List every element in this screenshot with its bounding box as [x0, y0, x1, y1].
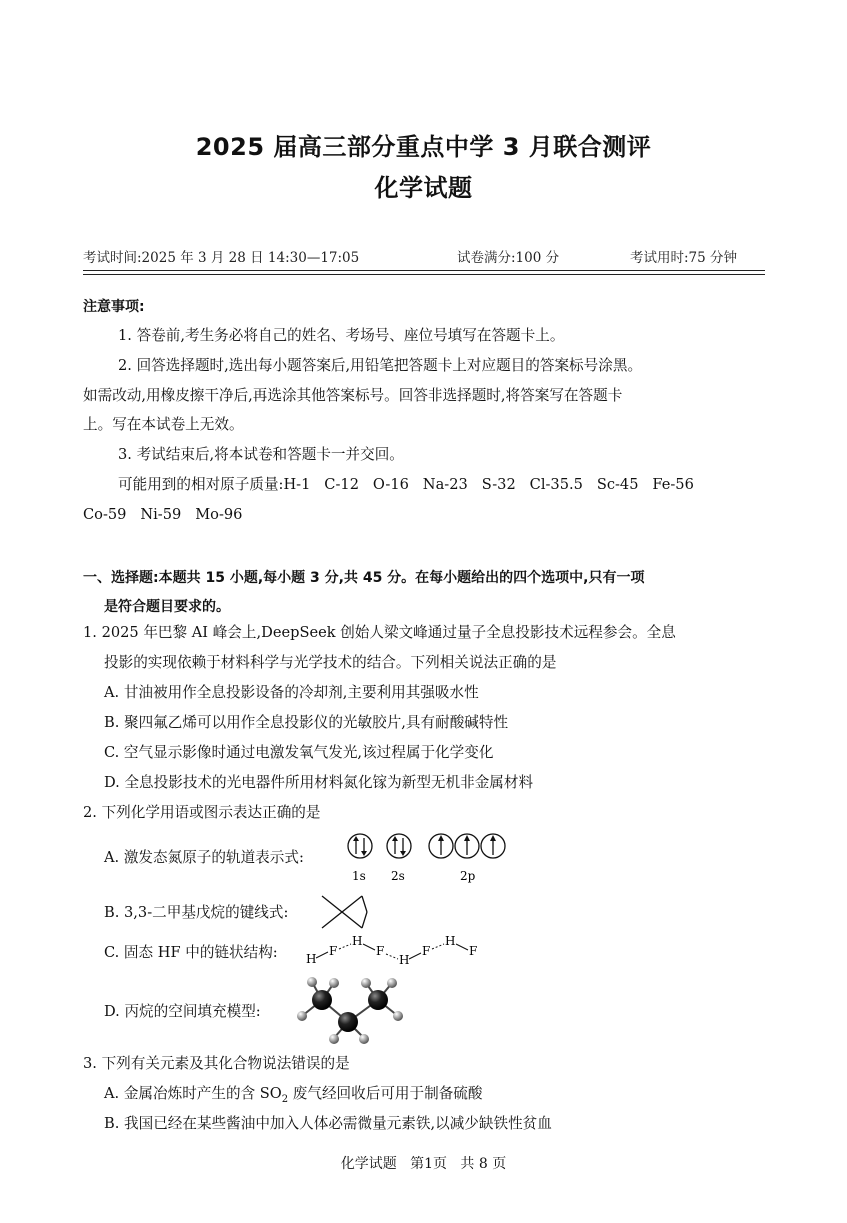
- q1-option-c: C. 空气显示影像时通过电激发氧气发光,该过程属于化学变化: [104, 744, 494, 761]
- exam-time: 考试时间:2025 年 3 月 28 日 14:30—17:05: [83, 250, 360, 266]
- atomic-masses-line1: 可能用到的相对原子质量:H-1 C-12 O-16 Na-23 S-32 Cl-35.5 Sc-45 Fe-56: [118, 476, 694, 493]
- section1-heading-line1: 一、选择题:本题共 15 小题,每小题 3 分,共 45 分。在每小题给出的四个选项中,只有一项: [83, 570, 645, 586]
- q2-option-c: C. 固态 HF 中的链状结构:: [104, 944, 278, 961]
- hf-atom: H: [352, 934, 363, 948]
- notes-heading: 注意事项:: [83, 299, 145, 315]
- hf-atom: H: [445, 934, 456, 948]
- exam-subtitle: 化学试题: [374, 174, 473, 202]
- q1-option-a: A. 甘油被用作全息投影设备的冷却剂,主要利用其强吸水性: [104, 684, 479, 701]
- skeletal-formula: [318, 892, 370, 932]
- q1-stem-line1: 1. 2025 年巴黎 AI 峰会上,DeepSeek 创始人梁文峰通过量子全息投影技术远程参会。全息: [83, 624, 676, 641]
- orbital-2p: [429, 834, 505, 858]
- hf-atom: F: [469, 944, 478, 958]
- header-divider-top: [83, 270, 765, 271]
- q3-option-b: B. 我国已经在某些酱油中加入人体必需微量元素铁,以减少缺铁性贫血: [104, 1115, 552, 1132]
- note-2-line3: 上。写在本试卷上无效。: [83, 416, 244, 433]
- q2-option-d: D. 丙烷的空间填充模型:: [104, 1003, 261, 1020]
- q3-stem: 3. 下列有关元素及其化合物说法错误的是: [83, 1055, 350, 1072]
- orbital-label-2s: 2s: [391, 869, 405, 883]
- q3-option-a: A. 金属冶炼时产生的含 $SO_2$ 废气经回收后可用于制备硫酸: [104, 1085, 483, 1105]
- hf-atom: F: [422, 944, 431, 958]
- duration: 考试用时:75 分钟: [630, 250, 738, 266]
- q2-stem: 2. 下列化学用语或图示表达正确的是: [83, 804, 321, 821]
- orbital-label-2p: 2p: [460, 869, 476, 883]
- hf-atom: F: [329, 944, 338, 958]
- orbital-2s: [387, 834, 411, 858]
- full-score: 试卷满分:100 分: [457, 250, 560, 266]
- note-2-line2: 如需改动,用橡皮擦干净后,再选涂其他答案标号。回答非选择题时,将答案写在答题卡: [83, 387, 623, 404]
- note-2-line1: 2. 回答选择题时,选出每小题答案后,用铅笔把答题卡上对应题目的答案标号涂黑。: [118, 357, 643, 374]
- exam-title: 2025 届高三部分重点中学 3 月联合测评: [195, 133, 652, 161]
- section1-heading-line2: 是符合题目要求的。: [104, 599, 230, 615]
- page-footer: 化学试题 第1页 共 8 页: [340, 1156, 507, 1172]
- q2-option-a: A. 激发态氮原子的轨道表示式:: [104, 849, 304, 866]
- hf-chain-structure: [302, 930, 488, 970]
- q1-option-b: B. 聚四氟乙烯可以用作全息投影仪的光敏胶片,具有耐酸碱特性: [104, 714, 509, 731]
- hf-atom: H: [306, 952, 317, 966]
- atomic-masses-line2: Co-59 Ni-59 Mo-96: [83, 506, 243, 523]
- q1-option-d: D. 全息投影技术的光电器件所用材料氮化镓为新型无机非金属材料: [104, 774, 534, 791]
- header-divider-bottom: [83, 274, 765, 275]
- note-3: 3. 考试结束后,将本试卷和答题卡一并交回。: [118, 446, 404, 463]
- propane-space-filling-model: [292, 976, 416, 1048]
- hf-atom: H: [399, 953, 410, 967]
- note-1: 1. 答卷前,考生务必将自己的姓名、考场号、座位号填写在答题卡上。: [118, 327, 565, 344]
- q1-stem-line2: 投影的实现依赖于材料科学与光学技术的结合。下列相关说法正确的是: [104, 654, 557, 671]
- orbital-label-1s: 1s: [352, 869, 366, 883]
- orbital-diagram: [340, 830, 520, 885]
- orbital-1s: [348, 834, 372, 858]
- hf-atom: F: [376, 944, 385, 958]
- q2-option-b: B. 3,3-二甲基戊烷的键线式:: [104, 904, 289, 921]
